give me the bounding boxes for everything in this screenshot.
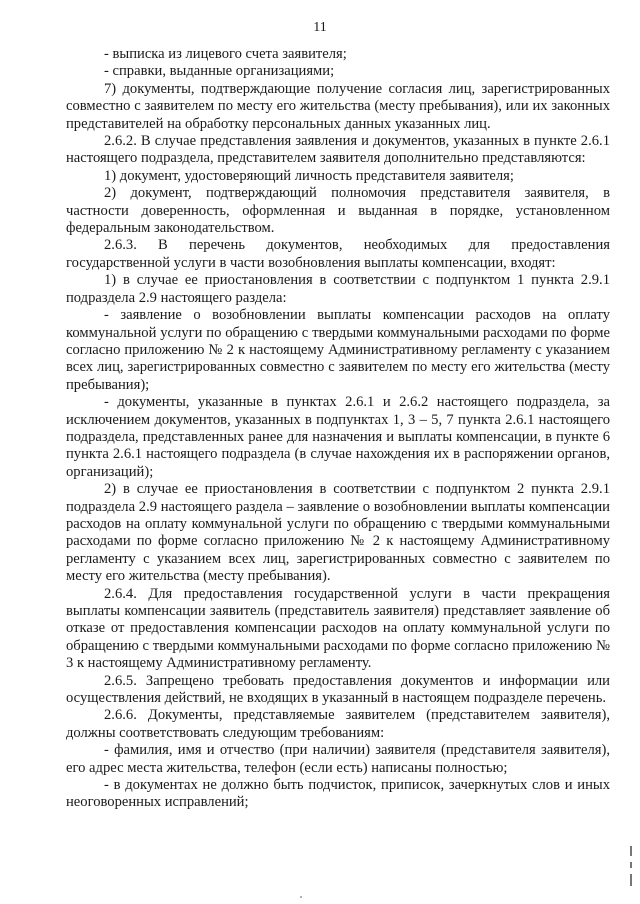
paragraph: 2.6.5. Запрещено требовать предоставления документов и информации или осуществления действий, не входящих в указанный в настоящем подразделе перечень. [66, 672, 610, 707]
paragraph: 2.6.6. Документы, представляемые заявителем (представителем заявителя), должны соответствовать следующим требованиям: [66, 707, 610, 741]
paragraph: - заявление о возобновлении выплаты компенсации расходов на оплату коммунальной услуги по обращению с твердыми коммунальными расходами по форме согласно приложению № 2 к настоящему Административному регламенту с указанием всех лиц, зарегистрированных совместно с заявителем по месту его жительства (месту пребывания); [66, 307, 610, 393]
paragraph: - справки, выданные организациями; [104, 63, 335, 80]
paragraph: 1) в случае ее приостановления в соответствии с подпунктом 1 пункта 2.9.1 подраздела 2.9 настоящего раздела: [66, 272, 610, 306]
paragraph: 2) в случае ее приостановления в соответствии с подпунктом 2 пункта 2.9.1 подраздела 2.9 настоящего раздела – заявление о возобновлении выплаты компенсации расходов на оплату коммунальной услуги по обращению с твердыми коммунальными расходами по форме согласно приложению № 2 к настоящему Административному регламенту с указанием всех лиц, зарегистрированных совместно с заявителем по месту его жительства (месту пребывания). [66, 481, 610, 585]
paragraph: 7) документы, подтверждающие получение согласия лиц, зарегистрированных совместно с заявителем по месту его жительства (месту пребывания), или их законных представителей на обработку персональных данных указанных лиц. [66, 80, 610, 132]
paragraph: 2.6.4. Для предоставления государственной услуги в части прекращения выплаты компенсации заявитель (представитель заявителя) представляет заявление об отказе от предоставления компенсации расходов на оплату коммунальной услуги по обращению с твердыми коммунальными расходами по форме согласно приложению № 3 к настоящему Административному регламенту. [66, 585, 610, 672]
document-body [66, 46, 610, 812]
page-number: 11 [313, 20, 327, 35]
paragraph: - документы, указанные в пунктах 2.6.1 и 2.6.2 настоящего подраздела, за исключением документов, указанных в подпунктах 1, 3 – 5, 7 пункта 2.6.1 настоящего подраздела, представленных ранее для назначения и выплаты компенсации, в пункте 6 пункта 2.6.1 настоящего подраздела (в случае нахождения их в распоряжении органов, организаций); [66, 394, 610, 480]
paragraph: 2.6.3. В перечень документов, необходимых для предоставления государственной услуги в части возобновления выплаты компенсации, входят: [66, 237, 610, 271]
paragraph: 2.6.2. В случае представления заявления и документов, указанных в пункте 2.6.1 настоящего подраздела, представителем заявителя дополнительно представляются: [66, 133, 610, 167]
paragraph: - выписка из лицевого счета заявителя; [104, 46, 347, 62]
scan-edge-mark [630, 874, 632, 886]
paragraph: - в документах не должно быть подчисток, приписок, зачеркнутых слов и иных неоговоренных исправлений; [66, 777, 610, 811]
paragraph: 1) документ, удостоверяющий личность представителя заявителя; [104, 167, 514, 184]
scan-speck [300, 896, 302, 898]
paragraph: - фамилия, имя и отчество (при наличии) заявителя (представителя заявителя), его адрес места жительства, телефон (если есть) написаны полностью; [66, 742, 610, 776]
paragraph: 2) документ, подтверждающий полномочия представителя заявителя, в частности доверенность, оформленная и выданная в порядке, установленном федеральным законодательством. [66, 185, 610, 237]
scan-edge-mark [630, 846, 632, 856]
scan-edge-mark [630, 862, 632, 868]
